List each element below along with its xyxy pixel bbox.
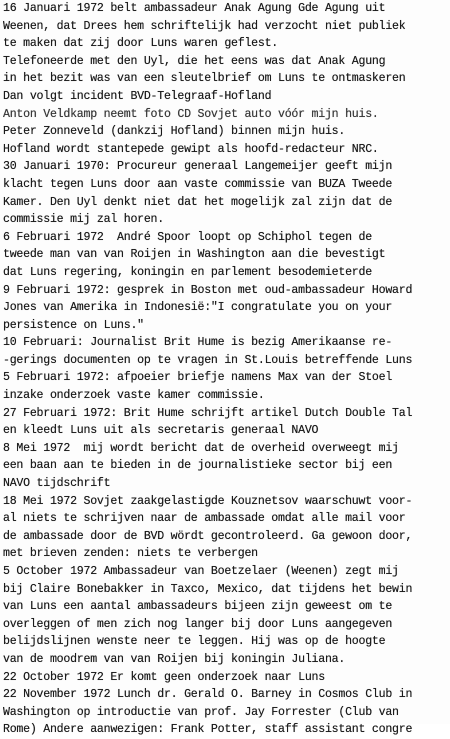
text-line: 6 Februari 1972 André Spoor loopt op Schiphol tegen de	[3, 230, 372, 244]
text-line: 8 Mei 1972 mij wordt bericht dat de overheid overweegt mij	[3, 441, 399, 455]
text-line: te maken dat zij door Luns waren geflest.	[3, 37, 279, 51]
text-line: overleggen of men zich nog langer bij door Luns aangegeven	[3, 617, 393, 631]
text-line: 22 October 1972 Er komt geen onderzoek naar Luns	[3, 670, 325, 684]
text-line: 18 Mei 1972 Sovjet zaakgelastigde Kouznetsov waarschuwt voor-	[3, 494, 413, 508]
text-line: in het bezit was van een sleutelbrief om Luns te ontmaskeren	[3, 72, 406, 86]
text-line: 22 November 1972 Lunch dr. Gerald O. Barney in Cosmos Club in	[3, 688, 413, 702]
text-line: de ambassade door de BVD wördt gecontroleerd. Ga gewoon door,	[3, 529, 413, 543]
text-line: 27 Februari 1972: Brit Hume schrijft artikel Dutch Double Tal	[3, 406, 413, 420]
text-line: Anton Veldkamp neemt foto CD Sovjet auto vóór mijn huis.	[3, 107, 379, 121]
text-line: inzake onderzoek vaste kamer commissie.	[3, 389, 265, 403]
text-line: 16 Januari 1972 belt ambassadeur Anak Agung Gde Agung uit	[3, 2, 386, 15]
text-line: tweede man van van Roijen in Washington aan die bevestigt	[3, 248, 386, 262]
text-line: 10 Februari: Journalist Brit Hume is bezig Amerikaanse re-	[3, 336, 393, 350]
text-line: 5 October 1972 Ambassadeur van Boetzelaer (Weenen) zegt mij	[3, 565, 399, 578]
text-line: persistence on Luns."	[3, 318, 144, 332]
text-line: -gerings documenten op te vragen in St.Louis betreffende Luns	[3, 353, 413, 367]
text-line: bij Claire Bonebakker in Taxco, Mexico, dat tijdens het bewin	[3, 582, 413, 596]
text-line: van Luns een aantal ambassadeurs bijeen zijn geweest om te	[3, 600, 393, 614]
text-line: Washington op introductie van prof. Jay Forrester (Club van	[3, 705, 399, 719]
text-line: NAVO tijdschrift	[3, 477, 111, 491]
text-line: Dan volgt incident BVD-Telegraaf-Hofland	[3, 89, 272, 103]
text-line: Rome) Andere aanwezigen: Frank Potter, staff assistant congre	[3, 723, 413, 737]
text-line: Weenen, dat Drees hem schriftelijk had verzocht niet publiek	[3, 19, 406, 33]
text-line: al niets te schrijven naar de ambassade omdat alle mail voor	[3, 512, 406, 526]
text-line: Peter Zonneveld (dankzij Hofland) binnen mijn huis.	[3, 125, 346, 139]
text-line: commissie mij zal horen.	[3, 213, 164, 227]
text-line: 5 Februari 1972: afpoeier briefje namens Max van der Stoel	[3, 371, 393, 385]
text-line: dat Luns regering, koningin en parlement besodemieterde	[3, 265, 372, 279]
text-line: Telefoneerde met den Uyl, die het eens was dat Anak Agung	[3, 54, 386, 68]
text-line: belijdslijnen wenste neer te leggen. Hij was op de hoogte	[3, 635, 386, 649]
text-line: een baan aan te bieden in de journalistieke sector bij een	[3, 459, 393, 473]
text-line: met brieven zenden: niets te verbergen	[3, 547, 258, 561]
text-line: klacht tegen Luns door aan vaste commissie van BUZA Tweede	[3, 177, 393, 191]
text-line: Kamer. Den Uyl denkt niet dat het mogelijk zal zijn dat de	[3, 195, 393, 209]
text-line: Hofland wordt stantepede gewipt als hoofd-redacteur NRC.	[3, 142, 379, 156]
text-line: van de moodrem van van Roijen bij koningin Juliana.	[3, 652, 346, 666]
text-line: 9 Februari 1972: gesprek in Boston met oud-ambassadeur Howard	[3, 283, 413, 297]
text-line: Jones van Amerika in Indonesië:"I congratulate you on your	[3, 301, 393, 315]
text-line: en kleedt Luns uit als secretaris generaal NAVO	[3, 424, 319, 438]
text-line: 30 Januari 1970: Procureur generaal Langemeijer geeft mijn	[3, 160, 393, 174]
